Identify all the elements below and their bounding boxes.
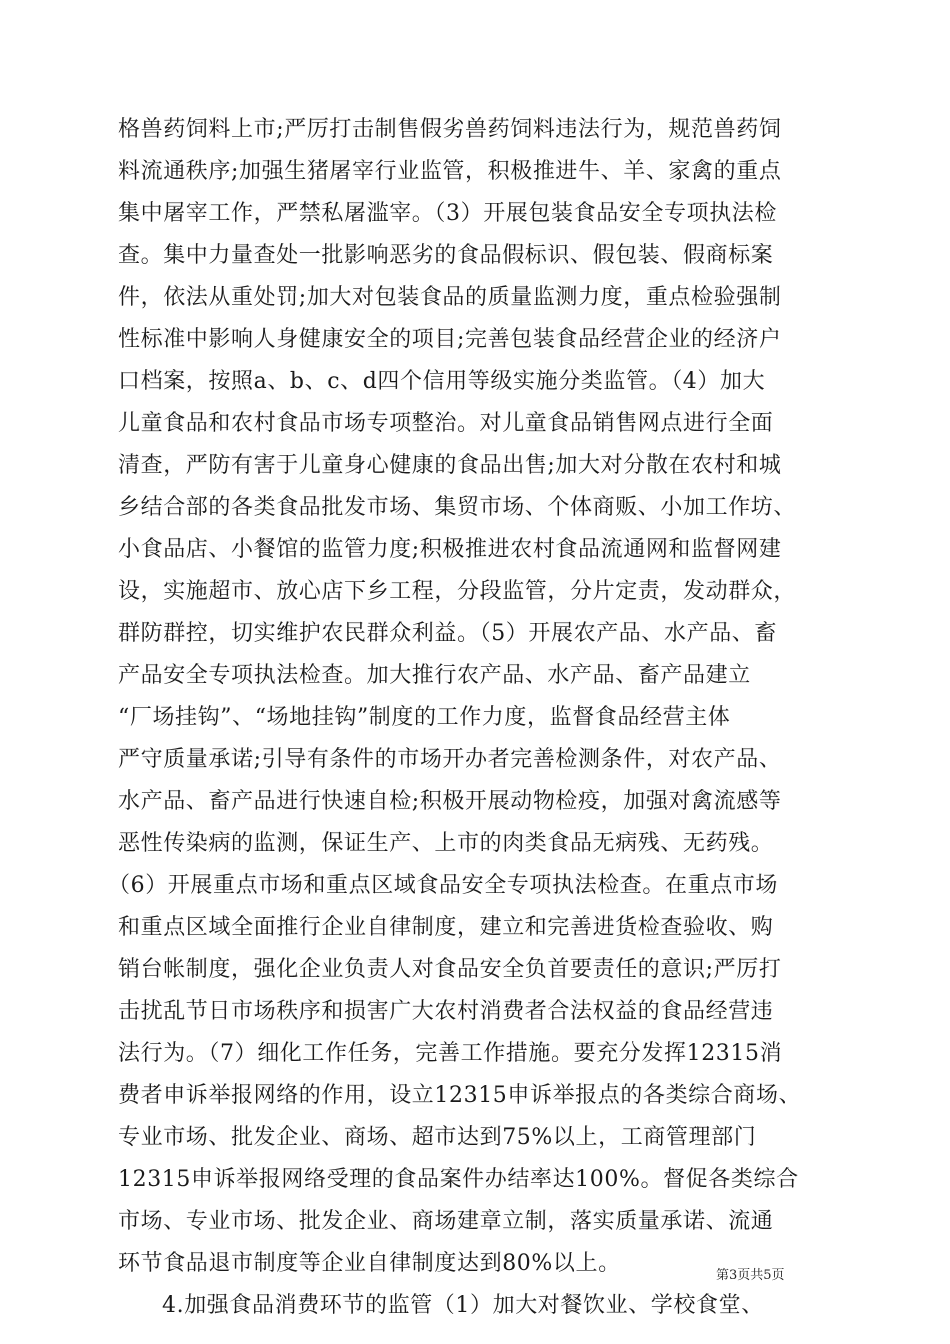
- text-line: 查。集中力量查处一批影响恶劣的食品假标识、假包装、假商标案: [118, 243, 774, 268]
- text-line: 清查，严防有害于儿童身心健康的食品出售;加大对分散在农村和城: [118, 453, 782, 478]
- text-line: 群防群控，切实维护农民群众利益。（5）开展农产品、水产品、畜: [118, 621, 777, 646]
- text-line: 性标准中影响人身健康安全的项目;完善包装食品经营企业的经济户: [118, 327, 782, 352]
- page-number: 第3页共5页: [716, 1268, 785, 1283]
- text-line: 件，依法从重处罚;加大对包装食品的质量监测力度，重点检验强制: [118, 285, 782, 310]
- text-line: 设，实施超市、放心店下乡工程，分段监管，分片定责，发动群众，: [118, 579, 797, 604]
- text-line: 恶性传染病的监测，保证生产、上市的肉类食品无病残、无药残。: [118, 831, 774, 856]
- text-line: 费者申诉举报网络的作用，设立12315申诉举报点的各类综合商场、: [118, 1083, 802, 1108]
- text-line: 专业市场、批发企业、商场、超市达到75%以上，工商管理部门: [118, 1125, 757, 1150]
- text-line: 口档案，按照a、b、c、d四个信用等级实施分类监管。（4）加大: [118, 369, 766, 394]
- text-line: 击扰乱节日市场秩序和损害广大农村消费者合法权益的食品经营违: [118, 999, 774, 1024]
- text-line: 儿童食品和农村食品市场专项整治。对儿童食品销售网点进行全面: [118, 411, 774, 436]
- text-line: 12315申诉举报网络受理的食品案件办结率达100%。督促各类综合: [118, 1167, 799, 1192]
- text-line: 4.加强食品消费环节的监管（1）加大对餐饮业、学校食堂、: [162, 1293, 764, 1318]
- text-line: 格兽药饲料上市;严厉打击制售假劣兽药饲料违法行为，规范兽药饲: [118, 117, 782, 142]
- text-line: 小食品店、小餐馆的监管力度;积极推进农村食品流通网和监督网建: [118, 537, 782, 562]
- text-line: 和重点区域全面推行企业自律制度，建立和完善进货检查验收、购: [118, 915, 774, 940]
- text-line: 销台帐制度，强化企业负责人对食品安全负首要责任的意识;严厉打: [118, 957, 782, 982]
- text-line: 产品安全专项执法检查。加大推行农产品、水产品、畜产品建立: [118, 663, 751, 688]
- text-line: 乡结合部的各类食品批发市场、集贸市场、个体商贩、小加工作坊、: [118, 495, 797, 520]
- text-line: 料流通秩序;加强生猪屠宰行业监管，积极推进牛、羊、家禽的重点: [118, 159, 782, 184]
- text-line: 严守质量承诺;引导有条件的市场开办者完善检测条件，对农产品、: [118, 747, 782, 772]
- text-line: 市场、专业市场、批发企业、商场建章立制，落实质量承诺、流通: [118, 1209, 774, 1234]
- text-line: 法行为。（7）细化工作任务，完善工作措施。要充分发挥12315消: [118, 1041, 783, 1066]
- text-line: 集中屠宰工作，严禁私屠滥宰。（3）开展包装食品安全专项执法检: [118, 201, 777, 226]
- text-line: （6）开展重点市场和重点区域食品安全专项执法检查。在重点市场: [108, 873, 778, 898]
- text-line: “厂场挂钩”、“场地挂钩”制度的工作力度，监督食品经营主体: [118, 705, 731, 730]
- text-line: 环节食品退市制度等企业自律制度达到80%以上。: [118, 1251, 621, 1276]
- text-line: 水产品、畜产品进行快速自检;积极开展动物检疫，加强对禽流感等: [118, 789, 782, 814]
